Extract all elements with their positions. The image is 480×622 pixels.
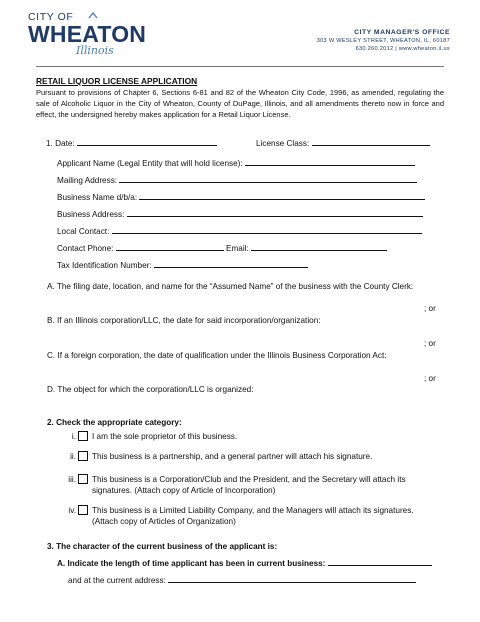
- office-title: CITY MANAGER'S OFFICE: [354, 29, 450, 36]
- tax-id-label: Tax Identification Number:: [57, 261, 152, 270]
- option-iv-checkbox[interactable]: [78, 505, 88, 515]
- time-in-business-row: [57, 558, 432, 568]
- date-label: 1. Date:: [46, 139, 75, 148]
- option-iii-checkbox[interactable]: [78, 474, 88, 484]
- contact-phone-field[interactable]: [116, 243, 224, 251]
- applicant-name-row: [57, 158, 415, 168]
- date-row: [46, 138, 217, 148]
- applicant-name-label: Applicant Name (Legal Entity that will hold license):: [57, 159, 243, 168]
- option-i-text: I am the sole proprietor of this business.: [92, 432, 238, 441]
- header-divider: [36, 66, 444, 67]
- option-iii-text-line2: signatures. (Attach copy of Article of Incorporation): [92, 486, 276, 495]
- business-name-row: [57, 192, 425, 202]
- local-contact-row: [57, 226, 422, 236]
- office-info: [317, 28, 450, 53]
- office-address: 303 W WESLEY STREET, WHEATON, IL, 60187: [316, 38, 450, 44]
- logo-wheaton-text: WHEATON: [28, 21, 147, 47]
- option-ii-text: This business is a partnership, and a general partner will attach his signature.: [92, 452, 373, 461]
- question-b: B. If an Illinois corporation/LLC, the date for said incorporation/organization:: [47, 316, 321, 325]
- business-address-field[interactable]: [127, 209, 423, 217]
- option-ii-checkbox[interactable]: [78, 451, 88, 461]
- logo-city-text: CITY OF: [28, 11, 74, 23]
- option-i-number: i.: [71, 432, 76, 441]
- time-in-business-field[interactable]: [328, 558, 432, 566]
- contact-phone-label: Contact Phone:: [57, 244, 114, 253]
- mailing-address-field[interactable]: [119, 175, 417, 183]
- logo-accent-icon: [88, 12, 98, 20]
- city-logo: [28, 12, 158, 62]
- option-iv-number: iv.: [68, 506, 76, 515]
- question-a: A. The filing date, location, and name for the “Assumed Name” of the business with the County Clerk:: [47, 282, 414, 291]
- question-b-or: ; or: [424, 339, 436, 348]
- tax-id-field[interactable]: [154, 260, 308, 268]
- business-address-label: Business Address:: [57, 210, 125, 219]
- option-i-checkbox[interactable]: [78, 431, 88, 441]
- contact-phone-row: [57, 243, 387, 253]
- question-c-or: ; or: [424, 374, 436, 383]
- license-class-field[interactable]: [312, 138, 430, 146]
- option-iv-text-line2: (Attach copy of Articles of Organization): [92, 517, 236, 526]
- question-a-or: ; or: [424, 304, 436, 313]
- intro-paragraph: Pursuant to provisions of Chapter 6, Sections 6-81 and 82 of the Wheaton City Code, 1996, as amended, regulating the sale of Alcoholic Liquor in the City of Wheaton, County of DuPage, Illinois, and all amendments thereto now in force and effect, the undersigned hereby makes application for a Retail Liquor License.: [36, 88, 444, 119]
- applicant-name-field[interactable]: [245, 158, 415, 166]
- section3-heading: 3. The character of the current business of the applicant is:: [47, 542, 278, 551]
- email-label: Email:: [226, 244, 249, 253]
- option-iii-text-line1: This business is a Corporation/Club and the President, and the Secretary will attach its: [92, 475, 406, 484]
- local-contact-label: Local Contact:: [57, 227, 110, 236]
- option-iii-number: iii.: [68, 475, 76, 484]
- section2-heading: 2. Check the appropriate category:: [47, 418, 182, 427]
- office-contact: 630.260.2012 | www.wheaton.il.us: [355, 46, 450, 52]
- question-d: D. The object for which the corporation/LLC is organized:: [47, 385, 254, 394]
- email-field[interactable]: [251, 243, 387, 251]
- business-name-label: Business Name d/b/a:: [57, 193, 138, 202]
- business-address-row: [57, 209, 423, 219]
- document-title: RETAIL LIQUOR LICENSE APPLICATION: [36, 76, 198, 86]
- option-iv-text-line1: This business is a Limited Liability Company, and the Managers will attach its signatures.: [92, 506, 414, 515]
- date-field[interactable]: [77, 138, 217, 146]
- license-class-row: [256, 138, 430, 148]
- mailing-address-row: [57, 175, 417, 185]
- option-ii-number: ii.: [70, 452, 76, 461]
- current-address-field[interactable]: [168, 575, 416, 583]
- current-address-row: [68, 575, 416, 585]
- current-address-label: and at the current address:: [68, 576, 166, 585]
- mailing-address-label: Mailing Address:: [57, 176, 118, 185]
- tax-id-row: [57, 260, 308, 270]
- logo-illinois-text: Illinois: [76, 44, 114, 57]
- question-c: C. If a foreign corporation, the date of qualification under the Illinois Business Corporation Act:: [47, 351, 387, 360]
- license-class-label: License Class:: [256, 139, 310, 148]
- local-contact-field[interactable]: [112, 226, 422, 234]
- business-name-field[interactable]: [139, 192, 425, 200]
- time-in-business-label: A. Indicate the length of time applicant has been in current business:: [57, 559, 326, 568]
